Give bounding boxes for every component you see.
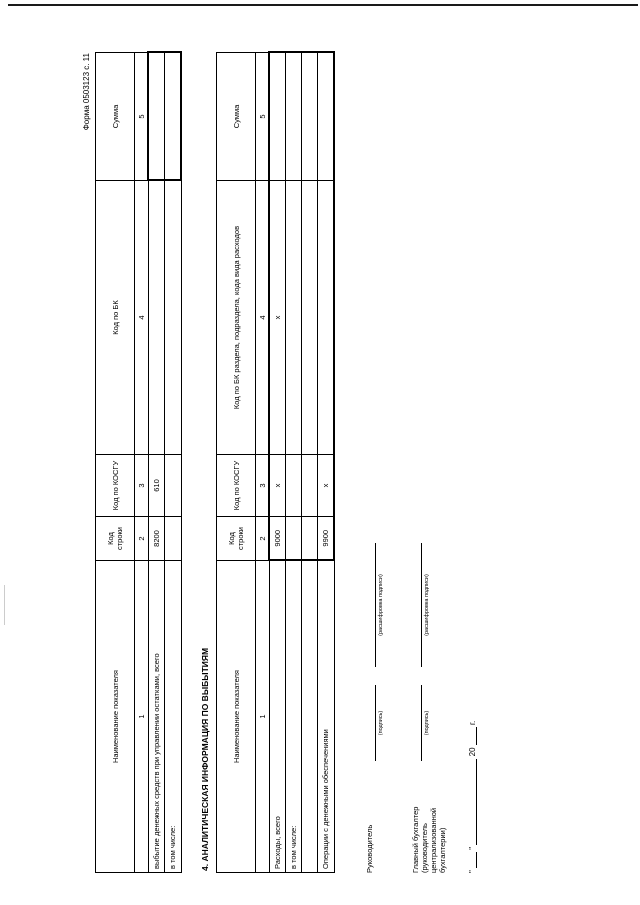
head-decode-line[interactable]	[375, 543, 376, 667]
chief-decode-line[interactable]	[421, 543, 422, 667]
row-name: Расходы, всего	[269, 561, 286, 873]
date-suffix: г.	[468, 720, 477, 725]
col-number: 1	[256, 561, 270, 873]
row-sum	[148, 53, 165, 181]
table-row	[148, 53, 165, 873]
section-title: 4. АНАЛИТИЧЕСКАЯ ИНФОРМАЦИЯ ПО ВЫБЫТИЯМ	[200, 647, 210, 871]
row-bk	[286, 181, 302, 455]
row-kosgu	[165, 455, 182, 517]
date-day-line[interactable]	[467, 852, 477, 868]
table-row	[318, 53, 335, 873]
row-line-code	[165, 517, 182, 561]
head-label: Руководитель	[365, 824, 374, 873]
col-number: 4	[256, 181, 270, 455]
date-row	[467, 53, 483, 873]
header-sum: Сумма	[96, 53, 135, 181]
row-sum	[165, 53, 182, 181]
signature-caption: (подпись)	[424, 710, 430, 736]
row-sum	[269, 53, 286, 181]
row-name: Операции с денежными обеспечениями	[318, 561, 335, 873]
col-number: 3	[135, 455, 149, 517]
col-number: 5	[135, 53, 149, 181]
decode-caption: (расшифровка подписи)	[378, 574, 384, 636]
col-number: 2	[135, 517, 149, 561]
chief-signature-line[interactable]	[421, 685, 422, 761]
row-kosgu	[302, 455, 318, 517]
row-kosgu: x	[269, 455, 286, 517]
head-signature-row	[365, 53, 411, 873]
row-sum	[286, 53, 302, 181]
disposal-analytics-table	[216, 52, 335, 874]
header-kosgu-code: Код по КОСГУ	[217, 455, 256, 517]
col-number: 3	[256, 455, 270, 517]
date-century: 20	[468, 747, 477, 757]
row-bk	[148, 181, 165, 455]
row-kosgu: x	[318, 455, 335, 517]
date-month-line[interactable]	[467, 759, 477, 845]
table-row	[269, 53, 286, 873]
column-number-row	[135, 53, 149, 873]
header-kosgu-code: Код по КОСГУ	[96, 455, 135, 517]
date-quote-open: "	[468, 870, 477, 873]
row-kosgu: 610	[148, 455, 165, 517]
col-number: 2	[256, 517, 270, 561]
row-kosgu	[286, 455, 302, 517]
header-bk-code: Код по БК	[96, 181, 135, 455]
row-name: в том числе:	[165, 561, 182, 873]
row-line-code: 9000	[269, 517, 286, 561]
signature-block	[365, 53, 483, 873]
chief-signature-row	[411, 53, 467, 873]
table-row	[286, 53, 302, 873]
row-line-code	[286, 517, 302, 561]
row-name: в том числе:	[286, 561, 302, 873]
header-indicator-name: Наименование показателя	[96, 561, 135, 873]
row-sum	[302, 53, 318, 181]
col-number: 4	[135, 181, 149, 455]
row-bk	[318, 181, 335, 455]
date-year-line[interactable]	[467, 727, 477, 745]
col-number: 5	[256, 53, 270, 181]
date-quote-close: "	[468, 846, 477, 850]
row-bk: x	[269, 181, 286, 455]
header-line-code: Код строки	[96, 517, 135, 561]
header-sum: Сумма	[217, 53, 256, 181]
column-number-row	[256, 53, 270, 873]
header-bk-section-code: Код по БК раздела, подраздела, кода вида расходов	[217, 181, 256, 455]
col-number: 1	[135, 561, 149, 873]
head-signature-line[interactable]	[375, 685, 376, 761]
cash-disposal-table	[95, 52, 182, 874]
row-line-code	[302, 517, 318, 561]
chief-label: Главный бухгалтер (руководитель централизованной бухгалтерии)	[411, 806, 447, 873]
row-line-code: 8200	[148, 517, 165, 561]
header-line-code: Код строки	[217, 517, 256, 561]
signature-caption: (подпись)	[378, 710, 384, 736]
table-row	[165, 53, 182, 873]
row-name	[302, 561, 318, 873]
form-page	[82, 53, 483, 873]
signing-date	[467, 721, 477, 873]
table-row	[302, 53, 318, 873]
form-number: Форма 0503123 с. 11	[82, 53, 91, 131]
table-header-row	[217, 53, 256, 873]
row-name: выбытие денежных средств при управлении остатками, всего	[148, 561, 165, 873]
row-line-code: 9900	[318, 517, 335, 561]
row-sum	[318, 53, 335, 181]
row-bk	[165, 181, 182, 455]
table-header-row	[96, 53, 135, 873]
row-bk	[302, 181, 318, 455]
decode-caption: (расшифровка подписи)	[424, 574, 430, 636]
header-indicator-name: Наименование показателя	[217, 561, 256, 873]
